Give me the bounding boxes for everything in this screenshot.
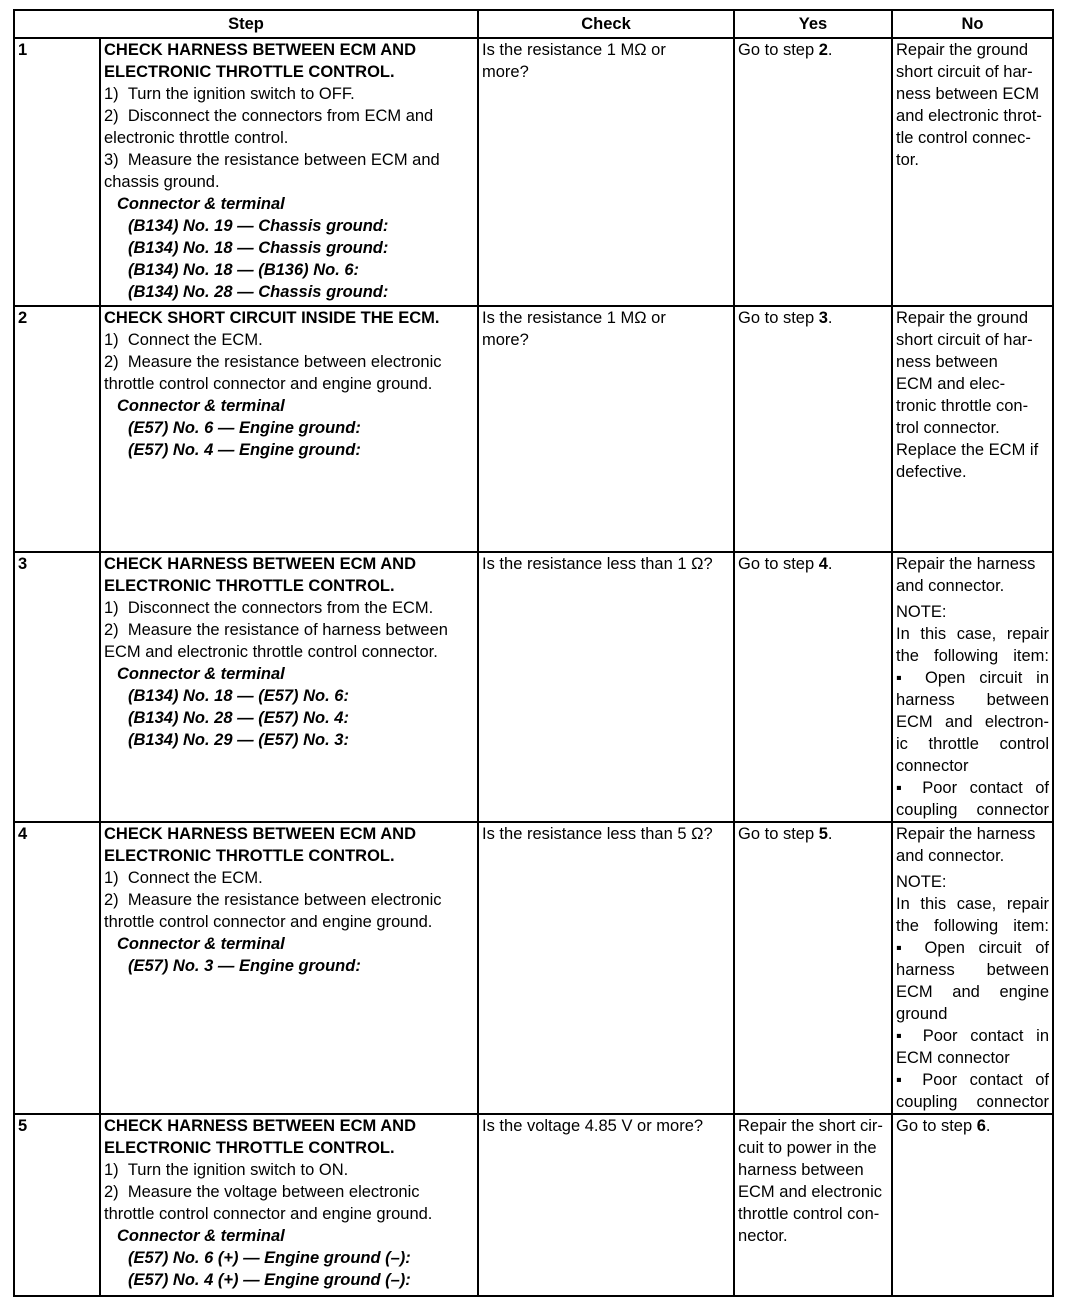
no-text: tle control connec- [896,129,1031,147]
step-number: 5 [14,1114,100,1296]
check-cell [478,552,734,822]
step-instruction: 2) Measure the voltage between electronic [104,1183,420,1201]
yes-text-end: . [827,41,833,59]
check-text: more? [482,63,529,81]
no-text: and connector. [896,847,1005,865]
check-cell [478,822,734,1114]
step-description [100,306,478,552]
note-item: ECM and electron- [896,713,1050,731]
no-text: and electronic throt- [896,107,1042,125]
table-row [14,552,1053,822]
check-text: Is the resistance 1 MΩ or [482,41,666,59]
step-title-line: CHECK SHORT CIRCUIT INSIDE THE ECM. [104,309,440,327]
no-text: Replace the ECM if [896,441,1039,459]
yes-text: Repair the short cir- [738,1117,883,1135]
step-number: 4 [14,822,100,1114]
step-title-line: ELECTRONIC THROTTLE CONTROL. [104,63,395,81]
connector-terminal-label: Connector & terminal [117,397,285,415]
connector-terminal-label: Connector & terminal [117,195,285,213]
diagnostic-table [13,9,1054,1297]
no-cell [892,38,1053,306]
header-step: Step [14,10,478,38]
no-text: Repair the harness [896,825,1036,843]
note-item: ic throttle control [896,735,1050,753]
terminal-spec: (B134) No. 19 — Chassis ground: [128,217,389,235]
step-description [100,552,478,822]
step-instruction: throttle control connector and engine ground. [104,1205,433,1223]
no-text: tor. [896,151,919,169]
step-number: 1 [14,38,100,306]
note-item: ground [896,1005,948,1023]
yes-text: throttle control con- [738,1205,880,1223]
note-item: harness between [896,961,1050,979]
yes-step-ref: 2 [818,41,828,59]
connector-terminal-label: Connector & terminal [117,935,285,953]
terminal-spec: (B134) No. 29 — (E57) No. 3: [128,731,349,749]
yes-step-ref: 5 [818,825,828,843]
yes-text: Go to step [738,555,819,573]
note-item: coupling connector [896,801,1050,819]
yes-text: cuit to power in the [738,1139,877,1157]
terminal-spec: (B134) No. 18 — Chassis ground: [128,239,389,257]
terminal-spec: (E57) No. 4 (+) — Engine ground (–): [128,1271,411,1289]
yes-text: Go to step [738,41,819,59]
note-item: ▪ Poor contact in [896,1027,1050,1045]
no-text: short circuit of har- [896,63,1033,81]
step-instruction: ECM and electronic throttle control connector. [104,643,438,661]
no-step-ref: 6 [976,1117,986,1135]
terminal-spec: (B134) No. 28 — Chassis ground: [128,283,389,301]
step-instruction: 3) Measure the resistance between ECM and [104,151,440,169]
no-text: ness between ECM [896,85,1040,103]
step-number: 3 [14,552,100,822]
no-text: Go to step [896,1117,977,1135]
note-item: ▪ Open circuit of [896,939,1050,957]
step-instruction: 2) Measure the resistance between electronic [104,353,442,371]
step-title-line: CHECK HARNESS BETWEEN ECM AND [104,41,416,59]
step-title-line: ELECTRONIC THROTTLE CONTROL. [104,847,395,865]
note-text: In this case, repair [896,625,1050,643]
step-title-line: CHECK HARNESS BETWEEN ECM AND [104,825,416,843]
note-text: In this case, repair [896,895,1050,913]
step-instruction: 1) Disconnect the connectors from the ECM. [104,599,434,617]
yes-text-end: . [827,825,833,843]
check-text: Is the resistance less than 1 Ω? [482,555,713,573]
no-text: Repair the harness [896,555,1036,573]
step-instruction: 1) Turn the ignition switch to ON. [104,1161,349,1179]
yes-text: nector. [738,1227,788,1245]
step-title-line: CHECK HARNESS BETWEEN ECM AND [104,1117,416,1135]
yes-step-ref: 4 [818,555,828,573]
yes-step-ref: 3 [818,309,828,327]
yes-cell [734,306,892,552]
note-label: NOTE: [896,603,947,621]
no-cell [892,306,1053,552]
step-instruction: 1) Connect the ECM. [104,869,263,887]
step-description [100,822,478,1114]
check-cell [478,38,734,306]
note-item: harness between [896,691,1050,709]
yes-cell [734,1114,892,1296]
yes-cell [734,822,892,1114]
step-instruction: 1) Connect the ECM. [104,331,263,349]
step-instruction: chassis ground. [104,173,220,191]
header-no: No [892,10,1053,38]
step-instruction: throttle control connector and engine ground. [104,913,433,931]
step-instruction: electronic throttle control. [104,129,289,147]
no-text: ECM and elec- [896,375,1006,393]
check-cell [478,306,734,552]
yes-text-end: . [827,555,833,573]
step-number: 2 [14,306,100,552]
terminal-spec: (B134) No. 28 — (E57) No. 4: [128,709,349,727]
note-item: ▪ Poor contact of [896,779,1050,797]
connector-terminal-label: Connector & terminal [117,1227,285,1245]
note-item: ECM connector [896,1049,1010,1067]
step-instruction: 2) Disconnect the connectors from ECM and [104,107,434,125]
no-text: and connector. [896,577,1005,595]
check-text: more? [482,331,529,349]
header-yes: Yes [734,10,892,38]
no-text-end: . [985,1117,991,1135]
yes-text-end: . [827,309,833,327]
step-description [100,38,478,306]
no-text: ness between [896,353,998,371]
no-text: Repair the ground [896,309,1029,327]
check-text: Is the resistance 1 MΩ or [482,309,666,327]
no-text: short circuit of har- [896,331,1033,349]
table-row [14,1114,1053,1296]
note-text: the following item: [896,647,1050,665]
terminal-spec: (E57) No. 4 — Engine ground: [128,441,361,459]
terminal-spec: (E57) No. 6 — Engine ground: [128,419,361,437]
yes-text: Go to step [738,825,819,843]
no-text: Repair the ground [896,41,1029,59]
check-text: Is the voltage 4.85 V or more? [482,1117,704,1135]
yes-text: Go to step [738,309,819,327]
step-instruction: throttle control connector and engine ground. [104,375,433,393]
note-item: ▪ Poor contact of [896,1071,1050,1089]
note-item: ECM and engine [896,983,1050,1001]
step-instruction: 2) Measure the resistance between electronic [104,891,442,909]
check-cell [478,1114,734,1296]
step-title-line: CHECK HARNESS BETWEEN ECM AND [104,555,416,573]
header-row [14,10,1053,38]
step-description [100,1114,478,1296]
no-text: tronic throttle con- [896,397,1029,415]
note-text: the following item: [896,917,1050,935]
step-instruction: 2) Measure the resistance of harness between [104,621,448,639]
note-item: ▪ Open circuit in [896,669,1050,687]
yes-cell [734,552,892,822]
no-text: trol connector. [896,419,1000,437]
step-title-line: ELECTRONIC THROTTLE CONTROL. [104,577,395,595]
terminal-spec: (B134) No. 18 — (B136) No. 6: [128,261,360,279]
table-row [14,306,1053,552]
table-row [14,822,1053,1114]
step-instruction: 1) Turn the ignition switch to OFF. [104,85,355,103]
note-label: NOTE: [896,873,947,891]
no-text: defective. [896,463,967,481]
yes-cell [734,38,892,306]
yes-text: harness between [738,1161,864,1179]
no-cell [892,1114,1053,1296]
connector-terminal-label: Connector & terminal [117,665,285,683]
no-cell [892,552,1053,822]
no-cell [892,822,1053,1114]
terminal-spec: (E57) No. 3 — Engine ground: [128,957,361,975]
terminal-spec: (E57) No. 6 (+) — Engine ground (–): [128,1249,411,1267]
table-row [14,38,1053,306]
header-check: Check [478,10,734,38]
yes-text: ECM and electronic [738,1183,882,1201]
note-item: coupling connector [896,1093,1050,1111]
check-text: Is the resistance less than 5 Ω? [482,825,713,843]
note-item: connector [896,757,969,775]
terminal-spec: (B134) No. 18 — (E57) No. 6: [128,687,349,705]
step-title-line: ELECTRONIC THROTTLE CONTROL. [104,1139,395,1157]
